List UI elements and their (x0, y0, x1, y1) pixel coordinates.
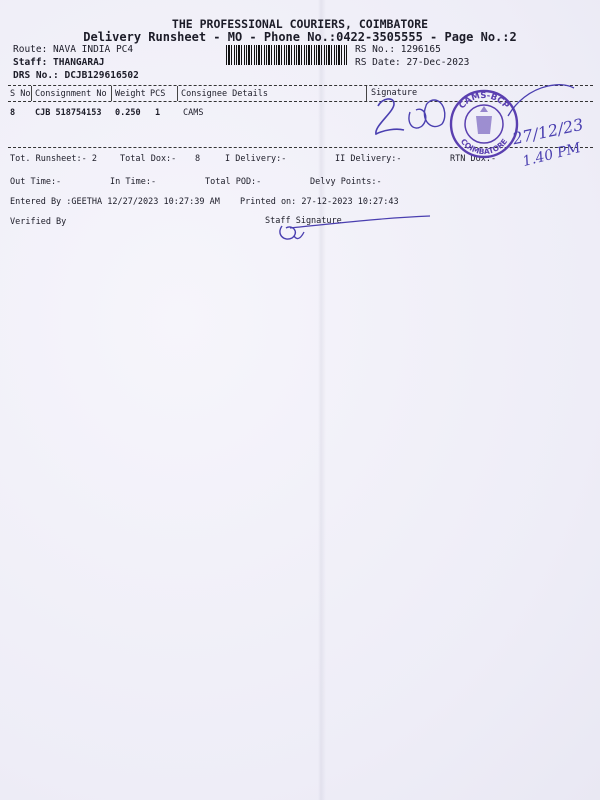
staff-signature (270, 212, 440, 248)
in-time: In Time:- (110, 177, 157, 187)
company-title: THE PROFESSIONAL COURIERS, COIMBATORE (171, 17, 429, 31)
tot-runsheet: Tot. Runsheet:- 2 (10, 154, 97, 164)
row-sno: 8 (10, 108, 16, 118)
handwritten-time: 1.40 PM (520, 140, 583, 170)
staff-text: Staff: THANGARAJ (13, 57, 105, 68)
route-text: Route: NAVA INDIA PC4 (13, 44, 134, 55)
staff-signature-label: Staff Signature (265, 216, 342, 226)
total-dox-value: 8 (195, 154, 201, 164)
col-divider (111, 86, 112, 101)
handwritten-date: 27/12/23 (510, 114, 586, 149)
runsheet-subtitle: Delivery Runsheet - MO - Phone No.:0422-3505555 - Page No.:2 (83, 30, 517, 44)
stamp-top-text: CAMS-BCP (457, 90, 511, 112)
col-weight: Weight (115, 89, 146, 99)
row-pcs: 1 (155, 108, 161, 118)
col-divider (31, 86, 32, 101)
row-consignee: CAMS (183, 108, 204, 118)
col-divider (177, 86, 178, 101)
total-pod: Total POD:- (205, 177, 262, 187)
ii-delivery: II Delivery:- (335, 154, 402, 164)
col-sno: S No (10, 89, 31, 99)
rs-number: RS No.: 1296165 (355, 44, 441, 55)
rs-date: RS Date: 27-Dec-2023 (355, 57, 470, 68)
barcode (226, 45, 348, 65)
row-weight: 0.250 (115, 108, 141, 118)
stamp-bottom-text: COIMBATORE (458, 136, 510, 157)
col-pcs: PCS (150, 89, 166, 99)
delvy-points: Delvy Points:- (310, 177, 382, 187)
printed-on: Printed on: 27-12-2023 10:27:43 (240, 197, 399, 207)
row-consignment: CJB 518754153 (35, 108, 102, 118)
verified-by: Verified By (10, 217, 67, 227)
total-dox-label: Total Dox:- (120, 154, 177, 164)
out-time: Out Time:- (10, 177, 62, 187)
col-signature: Signature (371, 88, 418, 98)
drs-number: DRS No.: DCJB129616502 (13, 70, 139, 81)
entered-by: Entered By :GEETHA 12/27/2023 10:27:39 AM (10, 197, 220, 207)
col-consignee: Consignee Details (181, 89, 268, 99)
rtn-dox: RTN Dox:- (450, 154, 497, 164)
i-delivery: I Delivery:- (225, 154, 287, 164)
col-consignment: Consignment No (35, 89, 107, 99)
